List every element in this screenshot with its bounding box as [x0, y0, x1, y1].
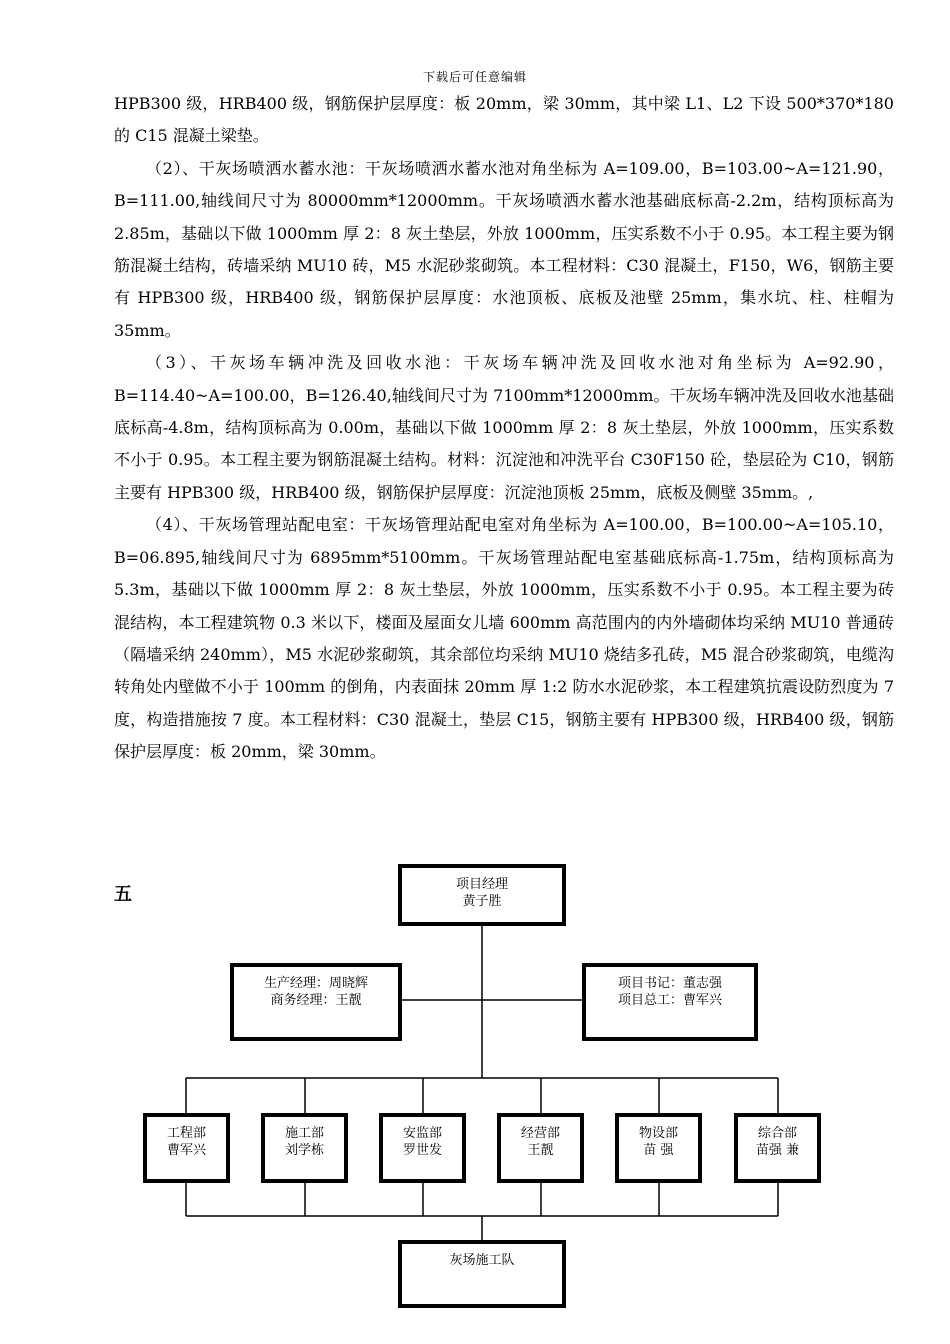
dept-box-materials: 物设部 苗 强 — [615, 1113, 702, 1183]
org-box-ash-site-team: 灰场施工队 — [398, 1240, 566, 1308]
dept-box-construction: 施工部 刘学栋 — [261, 1113, 348, 1183]
paragraph-2: （2）、干灰场喷洒水蓄水池：干灰场喷洒水蓄水池对角坐标为 A=109.00，B=103.00~A=121.90，B=111.00,轴线间尺寸为 80000mm*12000mm。干灰场喷洒水蓄水池基础底标高-2.2m，结构顶标高为 2.85m，基础以下做 1000mm 厚 2：8 灰土垫层，外放 1000mm，压实系数不小于 0.95。本工程主要为钢筋混凝土结构，砖墙采纳 MU10 砖，M5 水泥砂浆砌筑。本工程材料：C30 混凝土，F150，W6，钢筋主要有 HPB300 级，HRB400 级，钢筋保护层厚度：水池顶板、底板及池壁 25mm，集水坑、柱、柱帽为 35mm。 — [114, 158, 894, 340]
page-header-note: 下载后可任意编辑 — [422, 70, 527, 84]
intro-paragraph: HPB300 级，HRB400 级，钢筋保护层厚度：板 20mm，梁 30mm，其中梁 L1、L2 下设 500*370*180 的 C15 混凝土梁垫。 — [114, 94, 894, 146]
dept-box-engineering: 工程部 曹军兴 — [143, 1113, 230, 1183]
dept-box-general: 综合部 苗强 兼 — [734, 1113, 821, 1183]
org-box-secretary-chief-engineer: 项目书记：董志强 项目总工：曹军兴 — [582, 963, 758, 1041]
paragraph-3: （3）、干灰场车辆冲洗及回收水池：干灰场车辆冲洗及回收水池对角坐标为 A=92.90， B=114.40~A=100.00，B=126.40,轴线间尺寸为 7100mm*12000mm。干灰场车辆冲洗及回收水池基础底标高-4.8m，结构顶标高为 0.00m，基础以下做 1000mm 厚 2：8 灰土垫层，外放 1000mm，压实系数不小于 0.95。本工程主要为钢筋混凝土结构。材料：沉淀池和冲洗平台 C30F150 砼，垫层砼为 C10，钢筋主要有 HPB300 级，HRB400 级，钢筋保护层厚度：沉淀池顶板 25mm，底板及侧壁 35mm。, — [114, 353, 894, 502]
dept-box-operations: 经营部 王靓 — [497, 1113, 584, 1183]
paragraph-4: （4）、干灰场管理站配电室：干灰场管理站配电室对角坐标为 A=100.00，B=100.00~A=105.10，B=06.895,轴线间尺寸为 6895mm*5100mm。干灰场管理站配电室基础底标高-1.75m，结构顶标高为 5.3m，基础以下做 1000mm 厚 2：8 灰土垫层，外放 1000mm，压实系数不小于 0.95。本工程主要为砖混结构，本工程建筑物 0.3 米以下，楼面及屋面女儿墙 600mm 高范围内的内外墙砌体均采纳 MU10 普通砖（隔墙采纳 240mm），M5 水泥砂浆砌筑，其余部位均采纳 MU10 烧结多孔砖，M5 混合砂浆砌筑，电缆沟转角处内壁做不小于 100mm 的倒角，内表面抹 20mm 厚 1:2 防水水泥砂浆，本工程建筑抗震设防烈度为 7 度，构造措施按 7 度。本工程材料：C30 混凝土，垫层 C15，钢筋主要有 HPB300 级，HRB400 级，钢筋保护层厚度：板 20mm，梁 30mm。 — [114, 515, 894, 762]
section-mark: 五 — [114, 884, 132, 905]
dept-box-safety: 安监部 罗世发 — [379, 1113, 466, 1183]
org-box-project-manager: 项目经理 黄子胜 — [398, 864, 566, 926]
org-box-production-business: 生产经理：周晓辉 商务经理：王靓 — [230, 963, 402, 1041]
